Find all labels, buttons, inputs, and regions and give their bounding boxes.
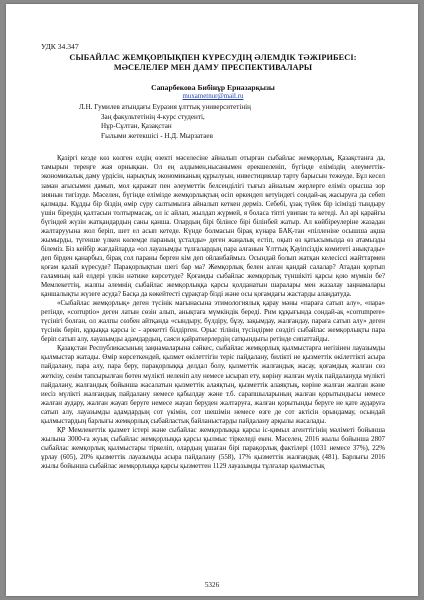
document-page xyxy=(6,4,418,596)
author-name: Сапарбекова Бибінұр Ерназарқызы xyxy=(151,83,275,92)
affiliation-supervisor: Ғылыми жетекшісі - Н.Д. Мырзатаев xyxy=(101,131,213,140)
author-email-link[interactable]: muxametnur@mail.ru xyxy=(182,93,244,100)
page-number: 5326 xyxy=(204,581,220,589)
affiliation-faculty: Заң факультетінің 4-курс студенті, xyxy=(101,112,205,121)
affiliation-university: Л.Н. Гумилев атындағы Еуразия ұлттық университетінің xyxy=(79,103,251,111)
body-paragraph-3: Қазақстан Республикасының заңнамаларына сәйкес, сыбайлас жемқорлық қылмыстарға негізінен лауазымды қылмыстар жатады. Өмір көрсеткендей, қызмет өкілеттігін теріс пайдалану, билікті не қызметтік өкілеттікті асыра пайдалану, пара алу, пара беру, парақорлыққа делдал болу, қызметтік жалғандық жасау, қоғамдық жалған сөз жеткізу, сенім тапсырылған бөтен мүлікті иеленіп алу немесе ысырап ету, көріну жалған мүлік пайдалануда мүлікті пайдалану, жалғандық бойынша жасалатын қызметтік алаяқтың, қызметтік алаяқтық, көріне жалған жалған және иесіз мүлікті жалғандық пайдалану немесе қабылдау және т.б. сарапшыларының жалған қорытындысы немесе жалған аудару, жалған жауап беруге немесе жауап беруден жалтаруға, жалған қорытынды беруге не қате аударуға сатып алу, лауазымды адамдардың сот үкімін, сот шешімін немесе өзге де сот актісін орындамау, осындай қылмыстардың барлығы жемқорлық сыбайластық байланыстарды пайдалану арқылы жасалады. xyxy=(41,344,385,425)
udk-code: УДК 34.347 xyxy=(41,42,79,51)
author-affiliation xyxy=(41,103,385,141)
body-paragraph-2: «Сыбайлас жемқорлық» деген түсінік мағынасына этимологиялық қарау мәны «параға сатып алу», «пара» ретінде, «corruptio» деген латын сөзін алып, анықтаға мүмкіндік береді. Рим құқығында сондай-ақ «corrumpere» түсінігі болған, ол жалпы сөзбен айтқанда «сындыру, бүлдіру, бұзу, зақымдау, жалғандау, параға сатып алу» деген түсінік беріп, құқыққа қарсы іс - әрекетті білдірген. Орыс тілінің түсіндірме сөздігі сыбайлас жемқорлықты пара беріп сатып алу, лауазымды адамдардың, саяси қайраткерлердің сатқындығы ретінде сипаттайды. xyxy=(41,299,385,344)
title-line-1: СЫБАЙЛАС ЖЕМҚОРЛЫҚПЕН КҮРЕСУДІҢ ӘЛЕМДІК ТӘЖІРИБЕСІ: xyxy=(69,53,357,62)
body-paragraph-1: Қазіргі кезде көз көлген елдің өзекті мәселесіне айналып отырған сыбайлас жемқорлық, Қазақстанға да, тамырын тереңге жая орнықкан. Ол ең алдымен,нысанымен ерекшеленіп, бүгінде еліміздің әлеуметтік-экономикалық даму үрдісін, нарықтық экономиканың құрылуын, инвестициялар тарту барысын тежеуде. Бұл кесел заман ағысымен дамып, мол қаражат пен әлеуметтік белсенділігі тығыз айналым жерлерге еліміз орысша зор зиянын тигізуде. Мәселен, бүгінде елімізде жемқорлықтың өсіп өркендеп кетуіндегі сондай-ақ жасыруға да себеп қалмады. Кұдды бір біздің өмір сүру салтымызға айналып кеткен дерміз. Себебі, ұзақ түйек бір ісімізді тындыру үшін біреудің қалтасын толтырмасақ, ол іс айлап, жылдап жүрмей, я боласа тіпті увипан та кетеді. Ал әрі қарайғы бүгіндей жүзін жатқандардың саны қанша. Олардың бірі білінсе бірі білінбей жатыр. Ал көйбіреулеріне жазадан жалтарууына жол беріп, шет ел асып кетеде. Күнде болмасын бірақ күнара БАҚ-тан «пілленіне осышша ақша жымырды, түгенше үлкен көлемде параның ұсталды» деген жаңалық естіп, оқып өз қатысымызда өз атамызды білеміз. Біз кейбір жағдайларда «ол лауазымды тұлғалардың пара алғанын Ұлттық Қауіпсіздік комитеті анықтады» деп бірден қанарбыз, бірақ сол параны берген кім деп ойланбаймыз. Осындай болып жатқан келесіссі жайттармен қоғам қалай күресуде? Парақорлықтын шегі бар ма? Жемқорлық белен алған қандай салалар? Атадан қортып ғаламның кай елдері үлкін нәтиже көрсетуде? Қоғамды сыбайлас жемқорлық түншікіті қарсы қою мүмкін бе? Мемлекеттің, жалпы әлемнің сыбайлас жемқорлыққа қарсы қолданатын шаралары мен жазалау заңнамалары қаншалықты жүзеге асуда? Басқа да көкейтесті сұрақтар бізді және осы қоғамдағы жастарды алаңдатуда. xyxy=(41,154,385,299)
affiliation-location: Нұр-Сұлтан, Қазақстан xyxy=(101,122,172,131)
body-paragraph-4: ҚР Мемлекеттік қызмет істері және сыбайлас жемқорлыққа қарсы іс-қимыл агенттігінің мәліметі бойынша жылына 3000-ға жуық сыбайлас жемқорлыққа қарсы қылмыс тіркеледі екен. Мәселен, 2016 жылы бойынша 2807 сыбайлас жемқорлық қылмыстары тіркеліп, олардың ұшаған бірі парақорлық фактілері (1031 немесе 37%), 22% ұрлау (605), 20% қызметтік лауазымды асыра пайдалану (558), 17% қызметтік жалғандық (481). Барлығы 2016 жылы бойынша сыбайлас жемқорлыққа қарсы қызметтен 1129 лауазымды тұлғалар қылмыстық xyxy=(41,425,385,470)
title-line-2: МӘСЕЛЕЛЕР МЕН ДАМУ ПРЕСПЕКТИВАЛАРЫ xyxy=(113,62,313,72)
article-title xyxy=(41,53,385,72)
article-content xyxy=(41,42,385,471)
